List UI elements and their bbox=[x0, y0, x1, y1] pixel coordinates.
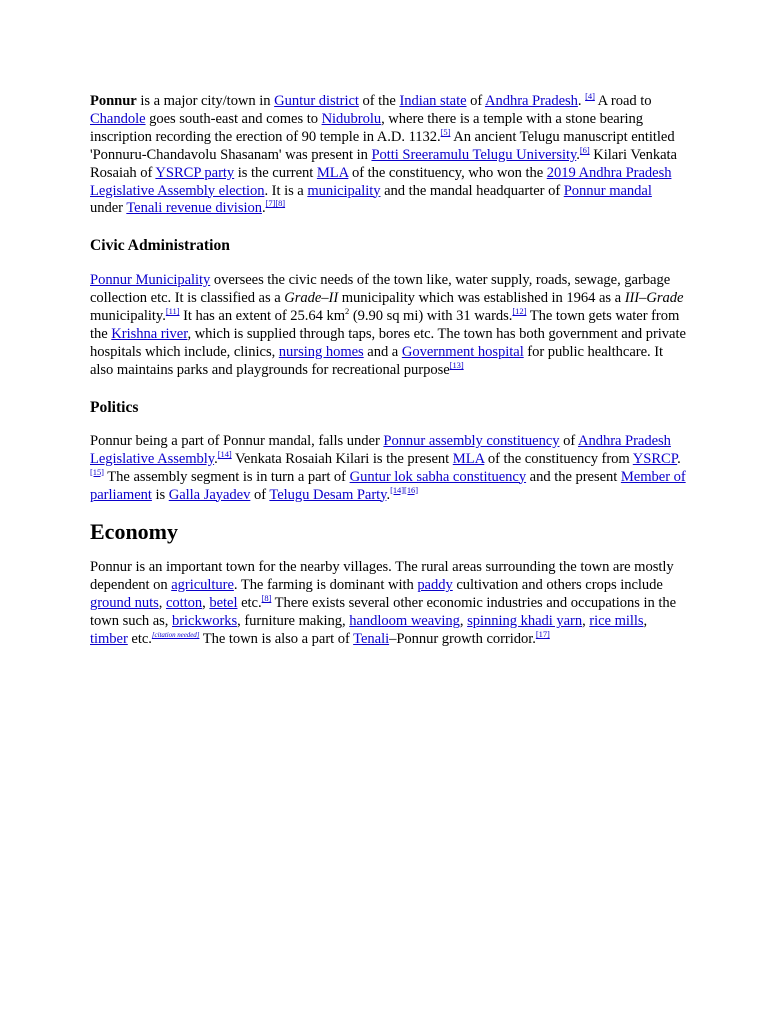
link-2019-election[interactable]: 2019 Andhra Pradesh Legislative Assembly election bbox=[90, 164, 672, 199]
link-potti-sreeramulu-university[interactable]: Potti Sreeramulu Telugu University bbox=[371, 146, 577, 163]
link-timber[interactable]: timber bbox=[90, 631, 128, 648]
citation-6[interactable]: [6] bbox=[579, 144, 590, 155]
citation-17[interactable]: [17] bbox=[535, 629, 550, 640]
article-body bbox=[90, 93, 686, 649]
link-ysrcp-party[interactable]: YSRCP party bbox=[155, 164, 235, 181]
link-paddy[interactable]: paddy bbox=[417, 577, 453, 594]
link-ponnur-municipality[interactable]: Ponnur Municipality bbox=[90, 272, 211, 289]
link-guntur-lok-sabha[interactable]: Guntur lok sabha constituency bbox=[349, 468, 527, 485]
link-andhra-pradesh[interactable]: Andhra Pradesh bbox=[484, 93, 578, 109]
link-ponnur-assembly-constituency[interactable]: Ponnur assembly constituency bbox=[383, 432, 560, 449]
link-ap-legislative-assembly[interactable]: Andhra Pradesh Legislative Assembly bbox=[90, 432, 671, 467]
link-nursing-homes[interactable]: nursing homes bbox=[278, 343, 364, 360]
heading-economy: Economy bbox=[90, 519, 178, 545]
intro-paragraph: Ponnur is a major city/town in Guntur district of the Indian state of Andhra Pradesh. [4] A road to Chandole goes south-east and comes to Nidubrolu, where there is a temple with a stone bearing inscription recording the erection of 90 temple in A.D. 1132.[5] An ancient Telugu manuscript entitled 'Ponnuru-Chandavolu Shasanam' was present in Potti Sreeramulu Telugu University.[6] Kilari Venkata Rosaiah of YSRCP party is the current MLA of the constituency, who won the 2019 Andhra Pradesh Legislative Assembly election. It is a municipality and the mandal headquarter of Ponnur mandal under Tenali revenue division.[7][8] bbox=[90, 91, 677, 217]
citation-14-16[interactable]: [14][16] bbox=[390, 484, 419, 495]
heading-civic-administration: Civic Administration bbox=[90, 237, 230, 255]
link-tenali[interactable]: Tenali bbox=[353, 631, 390, 648]
link-ysrcp[interactable]: YSRCP bbox=[632, 450, 678, 467]
link-chandole[interactable]: Chandole bbox=[90, 110, 146, 127]
link-government-hospital[interactable]: Government hospital bbox=[401, 343, 524, 360]
citation-13[interactable]: [13] bbox=[449, 359, 464, 370]
citation-12[interactable]: [12] bbox=[512, 306, 527, 317]
heading-politics: Politics bbox=[90, 398, 139, 416]
link-brickworks[interactable]: brickworks bbox=[172, 613, 238, 630]
link-mla[interactable]: MLA bbox=[316, 164, 349, 181]
citation-8[interactable]: [8] bbox=[261, 593, 272, 604]
citation-7-8[interactable]: [7][8] bbox=[265, 198, 286, 209]
link-krishna-river[interactable]: Krishna river bbox=[111, 326, 188, 343]
citation-14[interactable]: [14] bbox=[217, 448, 232, 459]
link-agriculture[interactable]: agriculture bbox=[171, 577, 234, 594]
link-municipality[interactable]: municipality bbox=[307, 182, 381, 199]
link-betel[interactable]: betel bbox=[209, 595, 238, 612]
link-member-of-parliament[interactable]: Member of parliament bbox=[90, 468, 686, 503]
link-mla-politics[interactable]: MLA bbox=[452, 450, 485, 467]
link-telugu-desam-party[interactable]: Telugu Desam Party bbox=[269, 486, 387, 503]
link-indian-state[interactable]: Indian state bbox=[399, 93, 467, 109]
link-ground-nuts[interactable]: ground nuts bbox=[90, 595, 159, 612]
squared-superscript: 2 bbox=[345, 306, 350, 317]
citation-5[interactable]: [5] bbox=[440, 126, 451, 137]
link-ponnur-mandal[interactable]: Ponnur mandal bbox=[563, 182, 652, 199]
link-galla-jayadev[interactable]: Galla Jayadev bbox=[168, 486, 251, 503]
link-guntur-district[interactable]: Guntur district bbox=[274, 93, 359, 109]
link-tenali-revenue-division[interactable]: Tenali revenue division bbox=[126, 200, 262, 217]
link-cotton[interactable]: cotton bbox=[165, 595, 203, 612]
citation-needed[interactable]: [citation needed] bbox=[151, 631, 200, 640]
citation-11[interactable]: [11] bbox=[165, 306, 180, 317]
politics-paragraph: Ponnur being a part of Ponnur mandal, falls under Ponnur assembly constituency of Andhra Pradesh Legislative Assembly.[14] Venkata Rosaiah Kilari is the present MLA of the constituency from YSRCP.[15] The assembly segment is in turn a part of Guntur lok sabha constituency and the present Member of parliament is Galla Jayadev of Telugu Desam Party.[14][16] bbox=[90, 432, 686, 503]
citation-4[interactable]: [4] bbox=[585, 91, 595, 101]
civic-paragraph: Ponnur Municipality oversees the civic needs of the town like, water supply, roads, sewage, garbage collection etc. It is classified as a Grade–II municipality which was established in 1964 as a III–Grade municipality.[11] It has an extent of 25.64 $km^2$ (9.90 sq mi) with 31 wards.[12] The town gets water from the Krishna river, which is supplied through taps, bores etc. The town has both government and private hospitals which include, clinics, nursing homes and a Government hospital for public healthcare. It also maintains parks and playgrounds for recreational purpose[13] bbox=[90, 272, 686, 378]
article-subject: Ponnur bbox=[90, 93, 137, 109]
link-spinning-khadi-yarn[interactable]: spinning khadi yarn bbox=[467, 613, 583, 630]
link-nidubrolu[interactable]: Nidubrolu bbox=[321, 110, 382, 127]
link-rice-mills[interactable]: rice mills bbox=[589, 613, 644, 630]
economy-paragraph: Ponnur is an important town for the nearby villages. The rural areas surrounding the town are mostly dependent on agriculture. The farming is dominant with paddy cultivation and others crops include ground nuts, cotton, betel etc.[8] There exists several other economic industries and occupations in the town such as, brickworks, furniture making, handloom weaving, spinning khadi yarn, rice mills, timber etc.[citation needed] The town is also a part of Tenali–Ponnur growth corridor.[17] bbox=[90, 559, 677, 648]
citation-15[interactable]: [15] bbox=[90, 466, 104, 477]
link-handloom-weaving[interactable]: handloom weaving bbox=[349, 613, 460, 630]
